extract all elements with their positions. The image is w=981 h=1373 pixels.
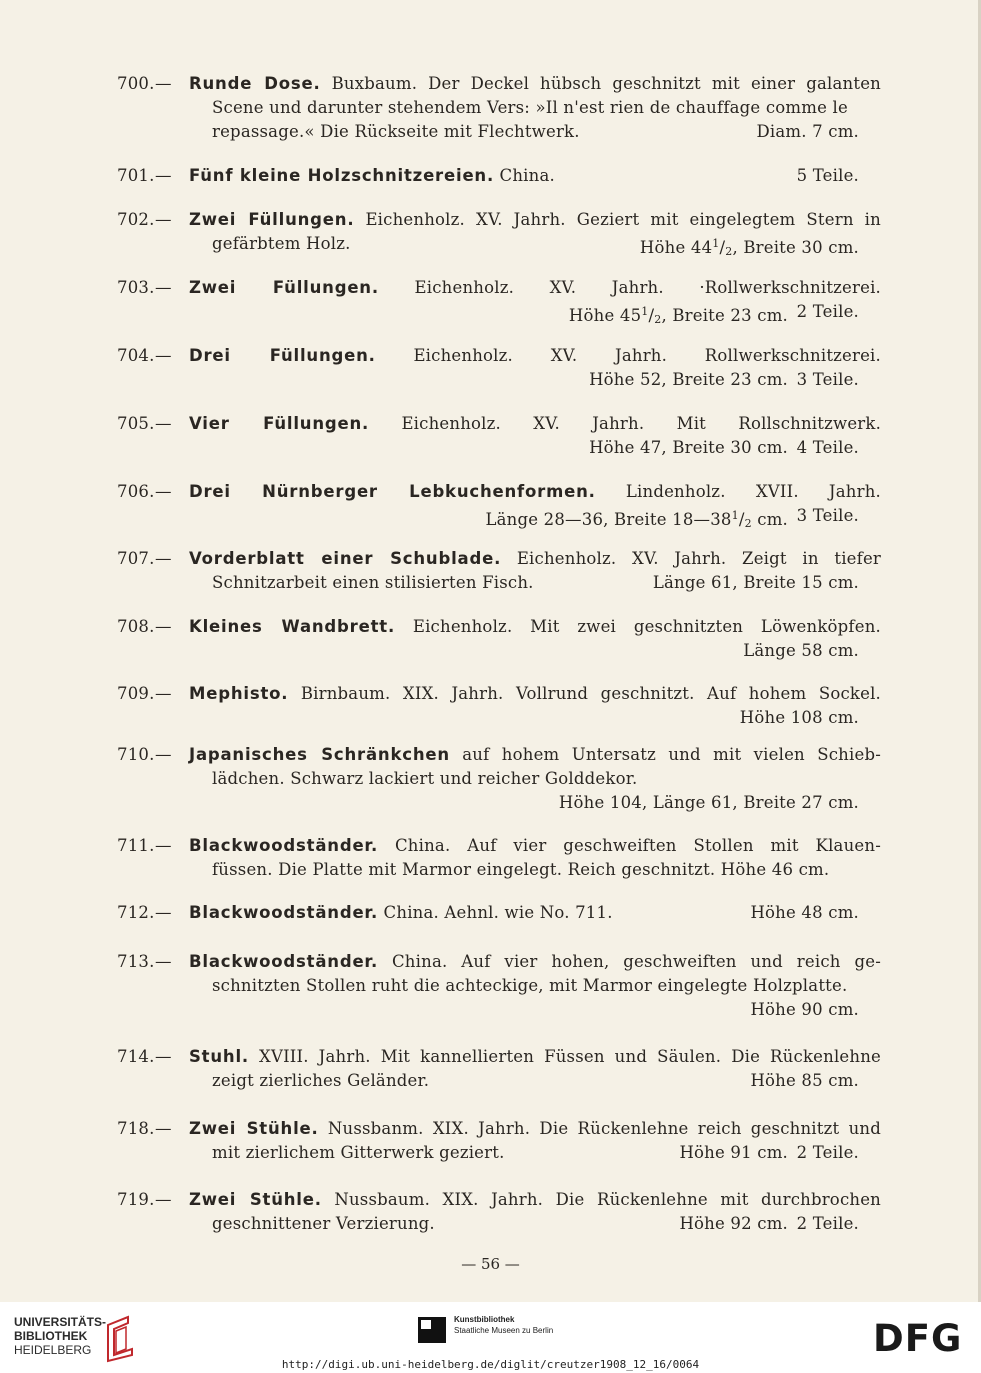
catalog-entry: [117, 344, 881, 392]
entry-dash: —: [155, 1190, 172, 1209]
entry-text: geschnittener Verzierung.: [212, 1214, 435, 1233]
catalog-entry: [117, 164, 881, 188]
entry-number: 705.: [117, 414, 155, 433]
entry-dash: —: [155, 684, 172, 703]
entry-text: China. Aehnl. wie No. 711.: [383, 903, 613, 922]
entry-dimensions: Höhe 52, Breite 23 cm.: [589, 370, 788, 389]
entry-title: Zwei Stühle.: [189, 1119, 319, 1138]
entry-title: Mephisto.: [189, 684, 289, 703]
catalog-entry: [117, 1188, 881, 1236]
entry-number: 702.: [117, 210, 155, 229]
entry-dimensions: Höhe 91 cm.: [679, 1143, 788, 1162]
catalog-entry: [117, 834, 881, 882]
entry-dimensions: Höhe 108 cm.: [739, 708, 859, 727]
entry-text: Eichenholz. Mit zwei geschnitzten Löwenköpfen.: [412, 617, 881, 636]
catalog-entry: [117, 682, 881, 730]
catalog-entry: [117, 743, 881, 815]
entry-text: zeigt zierliches Geländer.: [212, 1071, 430, 1090]
entry-dimensions: Höhe 85 cm.: [750, 1071, 859, 1090]
entry-text: füssen. Die Platte mit Marmor eingelegt. Reich geschnitzt. Höhe 46 cm.: [212, 860, 830, 879]
university-name: UNIVERSITÄTS- BIBLIOTHEK HEIDELBERG: [14, 1315, 107, 1357]
entry-dimensions: Höhe $44^1/2$, Breite 30 cm.: [639, 237, 859, 258]
entry-count: 2 Teile.: [796, 1214, 859, 1233]
entry-title: Zwei Füllungen.: [189, 278, 379, 297]
entry-number: 711.: [117, 836, 155, 855]
kunstbibliothek-icon: [418, 1317, 446, 1343]
entry-text: Nussbaum. XIX. Jahrh. Die Rückenlehne mit durchbrochen: [334, 1190, 881, 1209]
entry-title: Vorderblatt einer Schublade.: [189, 549, 502, 568]
catalog-entry: [117, 615, 881, 663]
entry-dash: —: [155, 1047, 172, 1066]
catalog-entry: [117, 480, 881, 528]
entry-title: Runde Dose.: [189, 74, 321, 93]
entry-number: 707.: [117, 549, 155, 568]
entry-number: 709.: [117, 684, 155, 703]
entry-number: 708.: [117, 617, 155, 636]
entry-text: Birnbaum. XIX. Jahrh. Vollrund geschnitzt. Auf hohem Sockel.: [300, 684, 881, 703]
entry-text: China. Auf vier geschweiften Stollen mit Klauen-: [394, 836, 881, 855]
entry-dimensions: Höhe $45^1/2$, Breite 23 cm.: [568, 305, 788, 326]
catalog-entry: [117, 547, 881, 595]
entry-dimensions: Höhe 104, Länge 61, Breite 27 cm.: [558, 793, 859, 812]
entry-text: lädchen. Schwarz lackiert und reicher Golddekor.: [212, 769, 638, 788]
entry-text: repassage.« Die Rückseite mit Flechtwerk.: [212, 122, 580, 141]
entry-number: 713.: [117, 952, 155, 971]
entry-dash: —: [155, 210, 172, 229]
entry-dimensions: Höhe 90 cm.: [750, 1000, 859, 1019]
entry-text: gefärbtem Holz.: [212, 234, 351, 253]
catalog-entry: [117, 901, 881, 925]
entry-text: Schnitzarbeit einen stilisierten Fisch.: [212, 573, 534, 592]
catalog-entry: [117, 412, 881, 460]
entry-text: schnitzten Stollen ruht die achteckige, mit Marmor eingelegte Holzplatte.: [212, 976, 848, 995]
entry-number: 704.: [117, 346, 155, 365]
entry-title: Fünf kleine Holzschnitzereien.: [189, 166, 495, 185]
entry-number: 706.: [117, 482, 155, 501]
entry-text: Eichenholz. XV. Jahrh. Zeigt in tiefer: [516, 549, 881, 568]
entry-number: 712.: [117, 903, 155, 922]
entry-text: XVIII. Jahrh. Mit kannellierten Füssen und Säulen. Die Rückenlehne: [259, 1047, 881, 1066]
entry-dash: —: [155, 952, 172, 971]
entry-text: Nussbanm. XIX. Jahrh. Die Rückenlehne reich geschnitzt und: [327, 1119, 881, 1138]
entry-text: Eichenholz. XV. Jahrh. Geziert mit eingelegtem Stern in: [365, 210, 881, 229]
entry-title: Kleines Wandbrett.: [189, 617, 396, 636]
entry-dimensions: Höhe 47, Breite 30 cm.: [589, 438, 788, 457]
entry-number: 710.: [117, 745, 155, 764]
entry-number: 701.: [117, 166, 155, 185]
entry-title: Zwei Stühle.: [189, 1190, 322, 1209]
entry-text: China.: [499, 166, 555, 185]
catalog-entry: [117, 72, 881, 144]
university-emblem-icon: [102, 1315, 138, 1363]
entry-dash: —: [155, 745, 172, 764]
entry-title: Drei Nürnberger Lebkuchenformen.: [189, 482, 596, 501]
entry-dimensions: Diam. 7 cm.: [756, 122, 859, 141]
entry-title: Japanisches Schränkchen: [189, 745, 450, 764]
entry-count: 3 Teile.: [796, 506, 859, 525]
entry-number: 718.: [117, 1119, 155, 1138]
source-url[interactable]: http://digi.ub.uni-heidelberg.de/diglit/creutzer1908_12_16/0064: [281, 1358, 700, 1371]
entry-count: 4 Teile.: [796, 438, 859, 457]
entry-number: 714.: [117, 1047, 155, 1066]
entry-title: Blackwoodständer.: [189, 952, 379, 971]
entry-text: Eichenholz. XV. Jahrh. Rollwerkschnitzerei.: [413, 346, 881, 365]
entry-title: Stuhl.: [189, 1047, 249, 1066]
entry-text: auf hohem Untersatz und mit vielen Schieb-: [462, 745, 881, 764]
entry-count: 2 Teile.: [796, 302, 859, 321]
catalog-entry: [117, 1045, 881, 1093]
catalog-entry: [117, 1117, 881, 1165]
entry-number: 719.: [117, 1190, 155, 1209]
page-number: — 56 —: [461, 1255, 520, 1273]
entry-dash: —: [155, 278, 172, 297]
entry-dash: —: [155, 1119, 172, 1138]
entry-dash: —: [155, 617, 172, 636]
entry-dash: —: [155, 903, 172, 922]
catalog-entry: [117, 950, 881, 1022]
entry-dimensions: Länge 61, Breite 15 cm.: [652, 573, 859, 592]
entry-count: 2 Teile.: [796, 1143, 859, 1162]
entry-text: China. Auf vier hohen, geschweiften und reich ge-: [391, 952, 881, 971]
entry-dimensions: Länge 58 cm.: [743, 641, 859, 660]
entry-text: Eichenholz. XV. Jahrh. ·Rollwerkschnitzerei.: [414, 278, 881, 297]
entry-title: Drei Füllungen.: [189, 346, 376, 365]
entry-title: Blackwoodständer.: [189, 903, 379, 922]
entry-dimensions: Länge 28—36, Breite $18—38^1/2$ cm.: [485, 509, 788, 530]
catalog-entry: [117, 276, 881, 324]
catalog-entry: [117, 208, 881, 256]
entry-number: 700.: [117, 74, 155, 93]
entry-count: 5 Teile.: [796, 166, 859, 185]
entry-dash: —: [155, 74, 172, 93]
entry-count: 3 Teile.: [796, 370, 859, 389]
entry-text: Lindenholz. XVII. Jahrh.: [625, 482, 881, 501]
entry-title: Vier Füllungen.: [189, 414, 370, 433]
entry-dash: —: [155, 549, 172, 568]
dfg-text: DFG: [873, 1318, 963, 1356]
dfg-logo[interactable]: [873, 1318, 968, 1356]
entry-dash: —: [155, 836, 172, 855]
entry-dimensions: Höhe 92 cm.: [679, 1214, 788, 1233]
entry-text: Eichenholz. XV. Jahrh. Mit Rollschnitzwerk.: [401, 414, 881, 433]
footer-bar: [0, 1302, 981, 1373]
entry-text: Scene und darunter stehendem Vers: »Il n'est rien de chauffage comme le: [212, 98, 848, 117]
entry-text: mit zierlichem Gitterwerk geziert.: [212, 1143, 505, 1162]
entry-dash: —: [155, 166, 172, 185]
entry-text: Buxbaum. Der Deckel hübsch geschnitzt mit einer galanten: [331, 74, 881, 93]
kunstbibliothek-name: Kunstbibliothek Staatliche Museen zu Berlin: [454, 1315, 554, 1335]
entry-dash: —: [155, 482, 172, 501]
entry-dash: —: [155, 414, 172, 433]
entry-title: Zwei Füllungen.: [189, 210, 355, 229]
entry-dash: —: [155, 346, 172, 365]
entry-dimensions: Höhe 48 cm.: [750, 903, 859, 922]
entry-title: Blackwoodständer.: [189, 836, 379, 855]
entry-number: 703.: [117, 278, 155, 297]
